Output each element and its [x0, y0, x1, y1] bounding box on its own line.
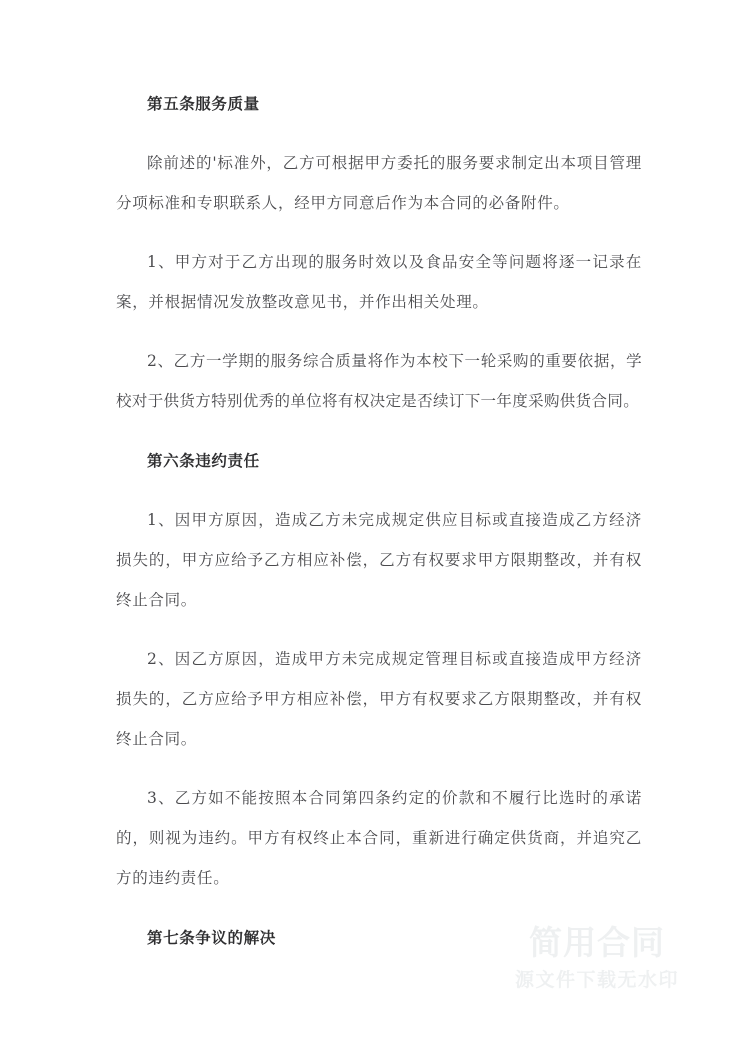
spacer — [116, 620, 642, 639]
spacer — [116, 124, 642, 143]
paragraph-article-six-item-3: 3、乙方如不能按照本合同第四条约定的价款和不履行比选时的承诺的，则视为违约。甲方有权终止本合同，重新进行确定供货商，并追究乙方的违约责任。 — [116, 789, 642, 887]
section-heading-article-six: 第六条违约责任 — [147, 451, 260, 470]
watermark-subtitle: 源文件下载无水印 — [514, 969, 679, 991]
paragraph-article-five-intro: 除前述的'标准外，乙方可根据甲方委托的服务要求制定出本项目管理分项标准和专职联系人，经甲方同意后作为本合同的必备附件。 — [116, 154, 642, 212]
spacer — [116, 322, 642, 341]
spacer — [116, 421, 642, 441]
spacer — [116, 481, 642, 500]
section-heading-article-seven: 第七条争议的解决 — [147, 928, 276, 947]
section-article-five — [116, 84, 642, 421]
spacer — [116, 223, 642, 242]
paragraph-article-six-item-2: 2、因乙方原因，造成甲方未完成规定管理目标或直接造成甲方经济损失的，乙方应给予甲方相应补偿，甲方有权要求乙方限期整改，并有权终止合同。 — [116, 650, 642, 748]
section-heading-article-five: 第五条服务质量 — [147, 94, 260, 113]
section-article-seven — [116, 918, 642, 958]
watermark-title: 简用合同 — [529, 923, 665, 962]
paragraph-article-five-item-2: 2、乙方一学期的服务综合质量将作为本校下一轮采购的重要依据，学校对于供货方特别优秀的单位将有权决定是否续订下一年度采购供货合同。 — [116, 352, 642, 410]
paragraph-article-six-item-1: 1、因甲方原因，造成乙方未完成规定供应目标或直接造成乙方经济损失的，甲方应给予乙方相应补偿，乙方有权要求甲方限期整改，并有权终止合同。 — [116, 511, 642, 609]
paragraph-article-five-item-1: 1、甲方对于乙方出现的服务时效以及食品安全等问题将逐一记录在案，并根据情况发放整改意见书，并作出相关处理。 — [116, 253, 642, 311]
spacer — [116, 898, 642, 918]
spacer — [116, 759, 642, 778]
document-body — [116, 84, 642, 958]
section-article-six — [116, 441, 642, 898]
